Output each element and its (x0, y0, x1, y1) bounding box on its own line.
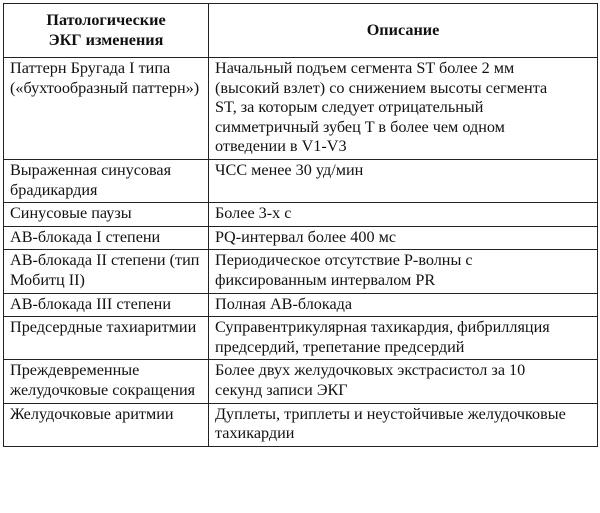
change-cell: АВ-блокада I степени (4, 226, 209, 250)
table-row (4, 360, 598, 403)
table-header-row (4, 4, 598, 58)
table-row (4, 159, 598, 202)
table-row (4, 317, 598, 360)
change-cell: Желудочковые аритмии (4, 403, 209, 446)
change-cell: АВ-блокада II степени (тип Мобитц II) (4, 250, 209, 293)
change-cell: Предсердные тахиаритмии (4, 317, 209, 360)
description-cell: Более 3-х с (209, 203, 598, 227)
table-row (4, 250, 598, 293)
ecg-changes-table (3, 3, 598, 447)
change-cell: Синусовые паузы (4, 203, 209, 227)
change-cell: Выраженная синусовая брадикардия (4, 159, 209, 202)
description-cell: Дуплеты, триплеты и неустойчивые желудочковые тахикардии (209, 403, 598, 446)
description-cell: Периодическое отсутствие P-волны с фиксированным интервалом PR (209, 250, 598, 293)
table-row (4, 403, 598, 446)
change-cell: АВ-блокада III степени (4, 293, 209, 317)
table-row (4, 203, 598, 227)
table-row (4, 293, 598, 317)
description-cell: ЧСС менее 30 уд/мин (209, 159, 598, 202)
description-cell: PQ-интервал более 400 мс (209, 226, 598, 250)
description-cell: Суправентрикулярная тахикардия, фибрилляция предсердий, трепетание предсердий (209, 317, 598, 360)
description-cell: Полная АВ-блокада (209, 293, 598, 317)
description-cell: Начальный подъем сегмента ST более 2 мм (высокий взлет) со снижением высоты сегмента ST, за которым следует отрицательный симметричный зубец T в более чем одном отведении в V1-V3 (209, 58, 598, 160)
header-pathological-changes: Патологические ЭКГ изменения (4, 4, 209, 58)
header-description: Описание (209, 4, 598, 58)
table-row (4, 226, 598, 250)
description-cell: Более двух желудочковых экстрасистол за 10 секунд записи ЭКГ (209, 360, 598, 403)
table-row (4, 58, 598, 160)
change-cell: Преждевременные желудочковые сокращения (4, 360, 209, 403)
change-cell: Паттерн Бругада I типа («бухтообразный паттерн») (4, 58, 209, 160)
